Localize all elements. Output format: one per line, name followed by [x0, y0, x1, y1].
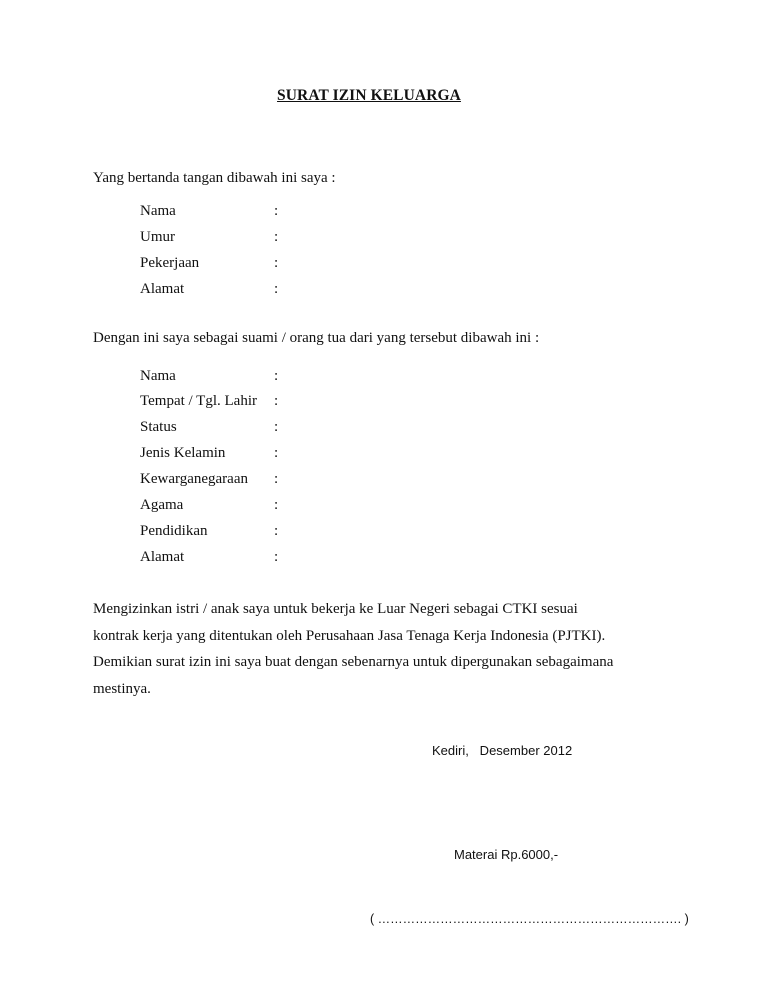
field-label: Kewarganegaraan: [140, 471, 248, 487]
field-label: Jenis Kelamin: [140, 445, 226, 461]
field-colon: :: [274, 419, 279, 435]
field-colon: :: [274, 203, 279, 219]
body-line-3: Demikian surat izin ini saya buat dengan sebenarnya untuk dipergunakan sebagaimana: [93, 654, 614, 670]
field-label: Nama: [140, 368, 176, 384]
document-title: SURAT IZIN KELUARGA: [277, 87, 461, 104]
field-label: Nama: [140, 203, 176, 219]
field-label: Pekerjaan: [140, 255, 200, 271]
intro-line: Yang bertanda tangan dibawah ini saya :: [93, 170, 336, 186]
body-line-4: mestinya.: [93, 681, 151, 697]
field-label: Alamat: [140, 549, 185, 565]
body-line-2: kontrak kerja yang ditentukan oleh Perusahaan Jasa Tenaga Kerja Indonesia (PJTKI).: [93, 628, 606, 644]
field-colon: :: [274, 368, 279, 384]
field-label: Pendidikan: [140, 523, 208, 539]
field-colon: :: [274, 255, 279, 271]
field-colon: :: [274, 549, 279, 565]
field-label: Umur: [140, 229, 175, 245]
field-colon: :: [274, 471, 279, 487]
field-label: Status: [140, 419, 177, 435]
signature-line: ( ………………………………………………………………. ): [370, 912, 689, 926]
field-label: Alamat: [140, 281, 185, 297]
field-colon: :: [274, 281, 279, 297]
field-label: Agama: [140, 497, 184, 513]
field-colon: :: [274, 523, 279, 539]
field-label: Tempat / Tgl. Lahir: [140, 393, 257, 409]
field-colon: :: [274, 393, 279, 409]
relation-statement: Dengan ini saya sebagai suami / orang tua dari yang tersebut dibawah ini :: [93, 330, 540, 346]
field-colon: :: [274, 445, 279, 461]
field-colon: :: [274, 229, 279, 245]
place-date: Kediri, Desember 2012: [432, 743, 573, 758]
stamp-note: Materai Rp.6000,-: [454, 847, 559, 862]
field-colon: :: [274, 497, 279, 513]
body-line-1: Mengizinkan istri / anak saya untuk bekerja ke Luar Negeri sebagai CTKI sesuai: [93, 601, 578, 617]
